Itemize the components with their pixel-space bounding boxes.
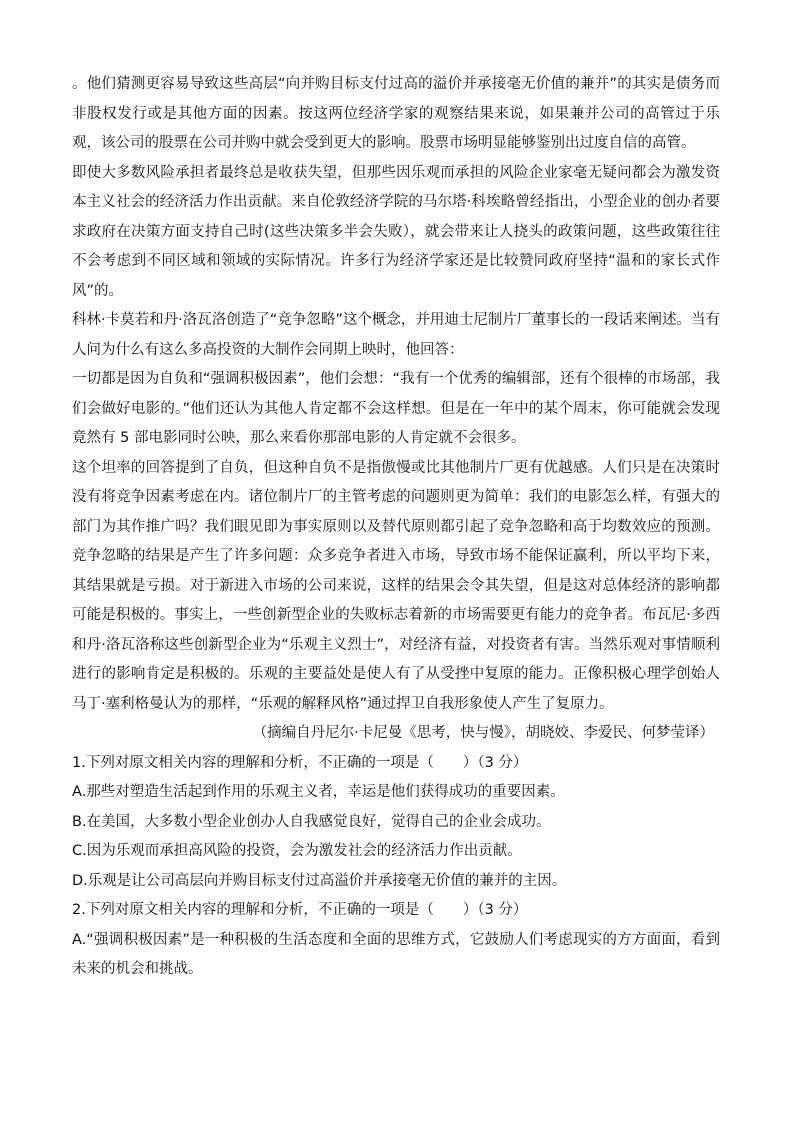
- question-1-option-d: D.乐观是让公司高层向并购目标支付过高溢价并承接毫无价值的兼并的主因。: [72, 872, 567, 889]
- question-1-option-c: C.因为乐观而承担高风险的投资，会为激发社会的经济活力作出贡献。: [72, 843, 522, 859]
- question-2: [72, 896, 720, 985]
- question-stem: 1.下列对原文相关内容的理解和分析，不正确的一项是（ ）（3 分）: [72, 754, 528, 771]
- question-1: [72, 749, 720, 897]
- article-paragraph-3: 科林·卡莫若和丹·洛瓦洛创造了“竞争忽略”这个概念，并用迪士尼制片厂董事长的一段话来阐述。当有人问为什么有这么多高投资的大制作会同期上映时，他回答：: [72, 312, 720, 358]
- article-paragraph-1: 。他们猜测更容易导致这些高层“向并购目标支付过高的溢价并承接毫无价值的兼并”的其实是债务而非股权发行或是其他方面的因素。按这两位经济学家的观察结果来说，如果兼并公司的高管过于乐观，该公司的股票在公司并购中就会受到更大的影响。股票市场明显能够鉴别出过度自信的高管。: [72, 76, 720, 151]
- article-paragraph-2: 即使大多数风险承担者最终总是收获失望，但那些因乐观而承担的风险企业家毫无疑问都会为激发资本主义社会的经济活力作出贡献。来自伦敦经济学院的马尔塔·科埃略曾经指出，小型企业的创办者要求政府在决策方面支持自己时(这些决策多半会失败），就会带来让人挠头的政策问题，这些政策往往不会考虑到不同区域和领域的实际情况。许多行为经济学家还是比较赞同政府坚持“温和的家长式作风”的。: [72, 164, 720, 299]
- question-stem: 2.下列对原文相关内容的理解和分析，不正确的一项是（ ）（3 分）: [72, 902, 528, 918]
- question-2-option-a: A.“强调积极因素”是一种积极的生活态度和全面的思维方式，它鼓励人们考虑现实的方方面面，看到未来的机会和挑战。: [72, 931, 720, 977]
- article-paragraph-5: 这个坦率的回答提到了自负，但这种自负不是指傲慢或比其他制片厂更有优越感。人们只是在决策时没有将竞争因素考虑在内。诸位制片厂的主管考虑的问题则更为简单：我们的电影怎么样，有强大的部门为其作推广吗？我们眼见即为事实原则以及替代原则都引起了竞争忽略和高于均数效应的预测。竞争忽略的结果是产生了许多问题：众多竞争者进入市场，导致市场不能保证赢利，所以平均下来，其结果就是亏损。对于新进入市场的公司来说，这样的结果会令其失望，但是这对总体经济的影响都可能是积极的。事实上，一些创新型企业的失败标志着新的市场需要更有能力的竞争者。布瓦尼·多西和丹·洛瓦洛称这些创新型企业为“乐观主义烈士”，对经济有益，对投资者有害。当然乐观对事情顺利进行的影响肯定是积极的。乐观的主要益处是使人有了从受挫中复原的能力。正像积极心理学创始人马丁·塞利格曼认为的那样，“乐观的解释风格”通过捍卫自我形象使人产生了复原力。: [72, 459, 720, 712]
- document-page: [72, 70, 720, 985]
- question-1-option-b: B.在美国，大多数小型企业创办人自我感觉良好，觉得自己的企业会成功。: [72, 813, 551, 830]
- article-source: （摘编自丹尼尔·卡尼曼《思考，快与慢》，胡晓姣、李爱民、何梦莹译）: [252, 725, 714, 741]
- question-1-option-a: A.那些对塑造生活起到作用的乐观主义者，幸运是他们获得成功的重要因素。: [72, 784, 565, 800]
- article-paragraph-4: 一切都是因为自负和“强调积极因素”，他们会想：“我有一个优秀的编辑部，还有个很棒的市场部，我们会做好电影的。”他们还认为其他人肯定都不会这样想。但是在一年中的某个周末，你可能就会发现竟然有 5 部电影同时公映，那么来看你那部电影的人肯定就不会很多。: [72, 371, 720, 446]
